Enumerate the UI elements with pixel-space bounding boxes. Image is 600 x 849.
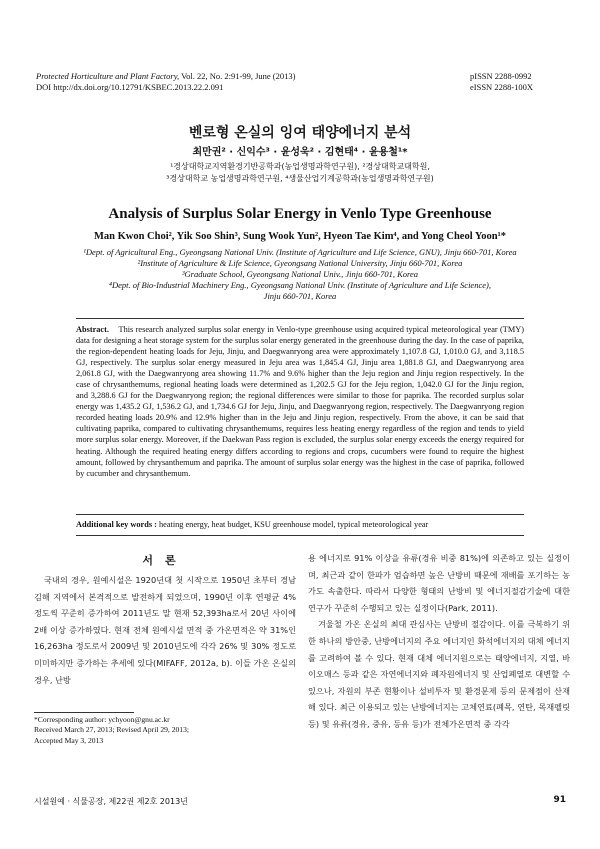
- pissn: pISSN 2288-0992: [470, 71, 532, 81]
- issn-block: [470, 71, 566, 93]
- korean-affiliations: [0, 161, 600, 185]
- body-paragraph: 용 에너지로 91% 이상을 유류(경유 비중 81%)에 의존하고 있는 실정이며, 최근과 같이 한파가 엄습하면 높은 난방비 때문에 재배를 포기하는 농가도 속출한다. 따라서 다양한 형태의 난방비 및 에너지절감기술에 대한 연구가 꾸준히 수행되고 있는 실정이다(Park, 2011).: [308, 553, 570, 613]
- english-affil-line: ²Institute of Agriculture & Life Science, Gyeongsang National University, Jinju 660-701, Korea: [137, 258, 463, 268]
- abstract-text: This research analyzed surplus solar energy in Venlo-type greenhouse using acquired typical meteorological year (TMY) data for designing a heat storage system for the surplus solar energy generated in the greenhouse during the day. In the case of paprika, the region-dependent heating loads for Jeju, Jinju, and Daegwanryong area were approximately 1,107.8 GJ, 1,010.0 GJ, and 3,118.5 GJ, respectively. The surplus solar energy measured in Jeju area was 1,845.4 GJ, Jinju area 1,881.8 GJ, and Daegwanryong area 2,061.8 GJ, with the Daegwanryong area showing 11.7% and 9.6% higher than the Jeju region and Jinju region respectively. In the case of chrysanthemums, regional heating loads were determined as 1,202.5 GJ for the Jeju region, 1,042.0 GJ for the Jinju region, and 3,288.6 GJ for the Daegwanryong region; the regional differences were similar to those for paprika. The recorded surplus solar energy was 1,435.2 GJ, 1,536.2 GJ, and 1,734.6 GJ for Jeju, Jinju, and Daegwanryong region, respectively. The Daegwanryong region recorded heating loads 20.9% and 12.9% higher than in the Jeju and Jinju region, respectively. From the above, it can be said that cultivating paprika, compared to cultivating chrysanthemums, requires less heating energy regardless of the region and tends to yield more surplus solar energy. Moreover, if the Daekwan Pass region is excluded, the surplus solar energy exceeds the energy required for heating. Although the required heating energy differs according to regions and crops, cucumbers were found to require the highest amount, followed by chrysanthemum and paprika. The amount of surplus solar energy was the highest in the case of paprika, followed by cucumber and chrysanthemum.: [76, 325, 525, 478]
- english-affiliations: [0, 247, 600, 302]
- journal-citation: [36, 71, 456, 93]
- body-paragraph: 국내의 경우, 원예시설은 1920년대 첫 시작으로 1950년 초부터 경남 김해 지역에서 본격적으로 발전하게 되었으며, 1990년 이후 연평균 4% 정도씩 꾸준히 증가하여 2011년도 말 현재 52,393ha로서 20년 사이에 2배 이상 증가하였다. 현재 전체 원예시설 면적 중 가온면적은 약 31%인 16,263ha 정도로서 2009년 및 2010년도에 각각 26% 및 30% 정도로 미미하지만 증가하는 추세에 있다(MIFAFF, 2012a, b). 이들 가온 온실의 경우, 난방: [34, 575, 296, 685]
- english-affil-line: ¹Dept. of Agricultural Eng., Gyeongsang National Univ. (Institute of Agriculture and Life Science, GNU), Jinju 660-701, Korea: [83, 247, 517, 257]
- page-number: 91: [553, 795, 566, 805]
- abstract-top-rule: [76, 318, 524, 319]
- body-right-column: [308, 550, 570, 733]
- korean-affil-line: ³경상대학교 농업생명과학연구원, ⁴생물산업기계공학과(농업생명과학연구원): [166, 174, 434, 183]
- english-title: Analysis of Surplus Solar Energy in Venlo Type Greenhouse: [108, 206, 492, 222]
- english-affil-line: ³Graduate School, Gyeongsang National Univ., Jinju 660-701, Korea: [181, 269, 419, 279]
- english-affil-line: Jinju 660-701, Korea: [263, 291, 337, 301]
- body-left-column: [34, 572, 296, 688]
- journal-name: Protected Horticulture and Plant Factory,: [36, 71, 180, 81]
- footnote: [34, 715, 296, 746]
- abstract-label: Abstract.: [76, 325, 109, 334]
- footnote-rule: [34, 712, 134, 713]
- korean-affil-line: ¹경상대학교지역환경기반공학과(농업생명과학연구원), ²경상대학교대학원,: [170, 162, 430, 171]
- keywords-text: heating energy, heat budget, KSU greenhouse model, typical meteorological year: [156, 520, 429, 529]
- abstract-bottom-rule: [76, 514, 524, 515]
- keywords-bottom-rule: [76, 535, 524, 536]
- abstract: [76, 324, 524, 479]
- keywords: [76, 519, 524, 530]
- section-heading: 서론: [142, 554, 188, 567]
- accepted-date: Accepted May 3, 2013: [34, 735, 104, 745]
- korean-authors: 최만권² · 신익수³ · 윤성욱² · 김현태⁴ · 윤용철¹*: [192, 147, 408, 158]
- english-authors: Man Kwon Choi², Yik Soo Shin³, Sung Wook Yun², Hyeon Tae Kim⁴, and Yong Cheol Yoon¹*: [93, 231, 507, 242]
- body-paragraph: 겨울철 가온 온실의 최대 관심사는 난방비 절감이다. 이를 극복하기 위한 하나의 방안중, 난방에너지의 주요 에너지인 화석에너지의 대체 에너지를 고려하여 볼 수 있다. 현재 대체 에너지원으로는 태양에너지, 지열, 바이오매스 등과 같은 자연에너지와 폐자원에너지 및 산업폐열로 대변할 수 있으나, 자원의 부존 현황이나 설비투자 및 환경문제 등의 문제점이 산재해 있다. 최근 이용되고 있는 난방에너지는 고체연료(폐목, 연탄, 목재펠릿 등) 및 유류(경유, 중유, 등유 등)가 전체가온면적 중 각각: [308, 619, 570, 729]
- footer-journal: 시설원예 · 식물공장, 제22권 제2호 2013년: [34, 797, 188, 806]
- english-affil-line: ⁴Dept. of Bio-Industrial Machinery Eng., Gyeongsang National Univ. (Institute of Agriculture and Life Science),: [109, 280, 491, 290]
- korean-title: 벤로형 온실의 잉여 태양에너지 분석: [188, 125, 412, 141]
- corresponding-author: *Corresponding author: ychyoon@gnu.ac.kr: [34, 715, 170, 724]
- doi-link[interactable]: DOI http://dx.doi.org/10.12791/KSBEC.2013.22.2.091: [36, 82, 224, 92]
- keywords-label: Additional key words :: [76, 520, 157, 529]
- received-date: Received March 27, 2013; Revised April 29, 2013;: [34, 725, 190, 735]
- journal-detail: Vol. 22, No. 2:91-99, June (2013): [179, 71, 296, 81]
- eissn: eISSN 2288-100X: [470, 82, 534, 92]
